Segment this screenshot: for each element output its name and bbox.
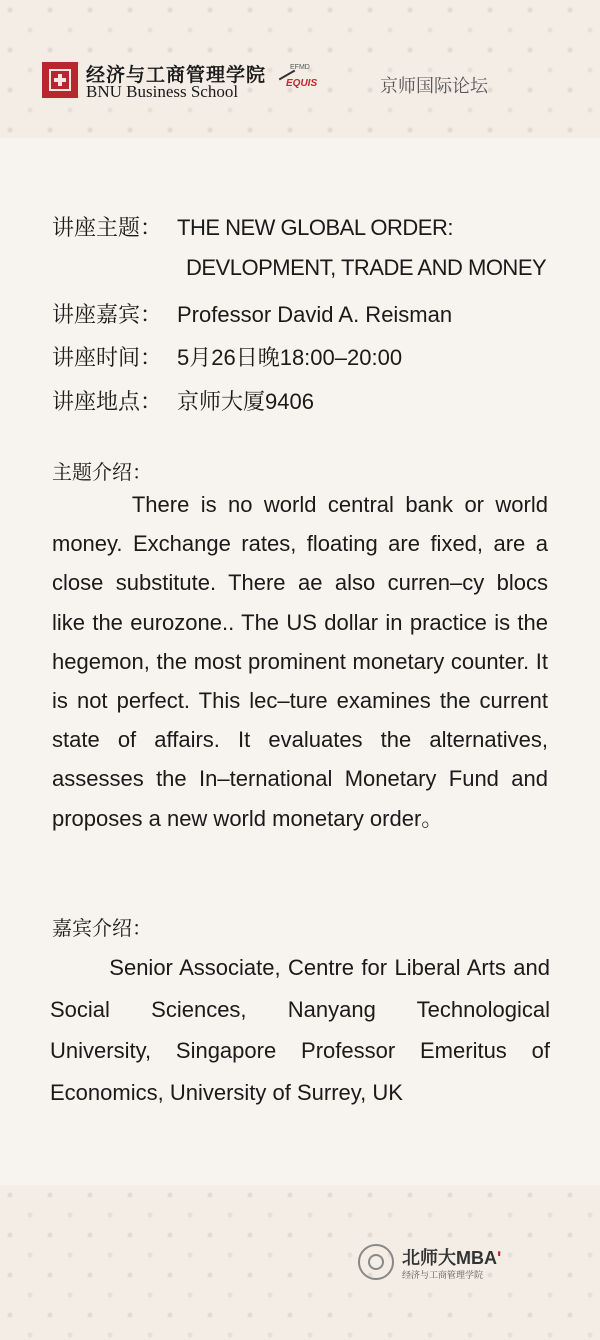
time-value: 5月26日晚18:00–20:00 (177, 345, 403, 370)
guest-name: Professor David A. Reisman (177, 302, 453, 327)
footer-mba-logo (358, 1244, 518, 1284)
mba-seal-icon (358, 1244, 394, 1280)
guest-intro-heading: 嘉宾介绍： (52, 918, 152, 940)
guest-row (52, 298, 452, 329)
place-label: 讲座地点： (52, 389, 163, 414)
place-row (52, 385, 314, 416)
efmd-text: EFMD (290, 64, 310, 71)
intro-heading: 主题介绍： (52, 462, 152, 484)
footer-brand-cn: 北师大 (402, 1248, 456, 1268)
school-name-cn: 经济与工商管理学院 (86, 65, 267, 86)
topic-line-1: THE NEW GLOBAL ORDER: (177, 215, 453, 240)
topic-label: 讲座主题： (52, 215, 163, 240)
school-name-en: BNU Business School (86, 82, 239, 101)
topic-row-2 (186, 255, 546, 281)
equis-logo (276, 64, 328, 100)
topic-row (52, 211, 453, 242)
header-logo-row (42, 60, 562, 104)
footer-brand-mba: MBA (456, 1248, 497, 1268)
guest-intro-paragraph: Senior Associate, Centre for Liberal Arts and Social Sciences, Nanyang Technological University, Singapore Professor Emeritus of Economics, University of Surrey, UK (50, 955, 550, 1105)
footer-brand-tick: ʹ (497, 1248, 502, 1268)
topic-line-2: DEVLOPMENT, TRADE AND MONEY (186, 255, 547, 280)
place-value: 京师大厦9406 (177, 389, 314, 414)
intro-paragraph: There is no world central bank or world money. Exchange rates, floating are fixed, are a close substitute. There ae also curren–cy blocs like the eurozone.. The US dollar in practice is the hegemon, the most prominent monetary counter. It is not perfect. This lec–ture examines the current state of affairs. It evaluates the alternatives, assesses the In–ternational Monetary Fund and proposes a new world monetary order。 (52, 492, 548, 831)
equis-text: EQUIS (286, 78, 318, 89)
footer-brand (402, 1244, 501, 1270)
time-row (52, 341, 402, 372)
time-label: 讲座时间： (52, 345, 163, 370)
school-seal-icon (42, 62, 78, 98)
forum-title: 京师国际论坛 (380, 76, 488, 96)
footer-subtitle: 经济与工商管理学院 (402, 1270, 484, 1280)
guest-label: 讲座嘉宾： (52, 302, 163, 327)
